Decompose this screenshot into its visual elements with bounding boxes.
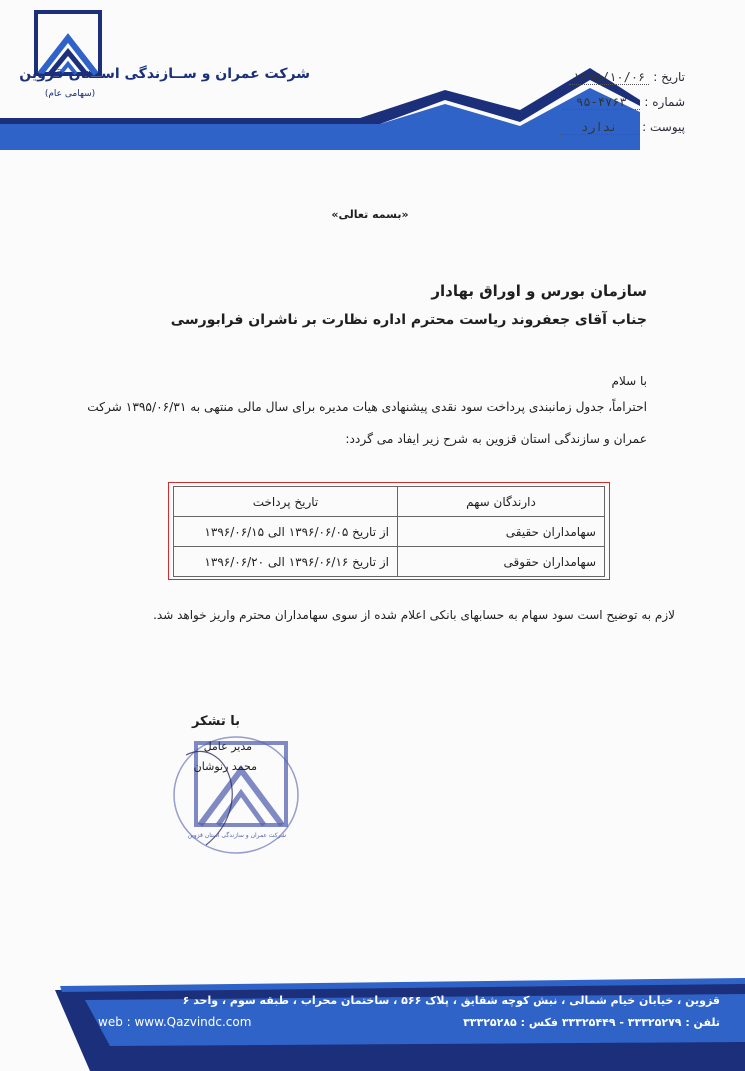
table-cell: سهامداران حقیقی bbox=[398, 517, 605, 547]
table-cell: سهامداران حقوقی bbox=[398, 547, 605, 577]
attachment-value: ندارد bbox=[560, 120, 638, 135]
attachment-row bbox=[485, 120, 685, 135]
number-label: شماره : bbox=[644, 95, 685, 109]
date-row bbox=[485, 70, 685, 85]
table-row bbox=[174, 517, 605, 547]
table-row bbox=[174, 547, 605, 577]
greeting: با سلام bbox=[611, 374, 647, 388]
closing-text: با تشکر bbox=[191, 714, 240, 729]
signer-title: مدیر عامل bbox=[203, 740, 252, 753]
recipient-organization: سازمان بورس و اوراق بهادار bbox=[431, 282, 647, 300]
table-header-holders: دارندگان سهم bbox=[398, 487, 605, 517]
attachment-label: پیوست : bbox=[642, 120, 685, 134]
footnote: لازم به توضیح است سود سهام به حسابهای بانکی اعلام شده از سوی سهامداران محترم واریز خواهد شد. bbox=[153, 608, 675, 622]
signer-name: محمد رنوشان bbox=[193, 760, 257, 773]
table-cell: از تاریخ ۱۳۹۶/۰۶/۱۶ الی ۱۳۹۶/۰۶/۲۰ bbox=[174, 547, 398, 577]
recipient-person: جناب آقای جعفروند ریاست محترم اداره نظارت بر ناشران فرابورسی bbox=[170, 312, 647, 328]
body-paragraph-line-1: احتراماً، جدول زمانبندی پرداخت سود نقدی پیشنهادی هیات مدیره برای سال مالی منتهی به ۱۳۹۵/۰۶/۳۱ شرکت bbox=[87, 400, 647, 414]
company-name: شرکت عمران و ســازندگی اســتان قزوین bbox=[19, 66, 310, 82]
table-cell: از تاریخ ۱۳۹۶/۰۶/۰۵ الی ۱۳۹۶/۰۶/۱۵ bbox=[174, 517, 398, 547]
footer-phone-fax: تلفن : ۳۳۳۲۵۲۷۹ - ۳۳۳۲۵۴۴۹ فکس : ۳۳۳۲۵۲۸۵ bbox=[463, 1016, 720, 1029]
date-label: تاریخ : bbox=[653, 70, 685, 84]
basmala-heading: «بسمه تعالی» bbox=[331, 208, 409, 221]
stamp-text: شرکت عمران و سازندگی استان قزوین bbox=[187, 832, 286, 839]
date-value: ۱۳۹۵/۱۰/۰۶ bbox=[569, 70, 649, 85]
payment-schedule-table-frame bbox=[168, 482, 610, 580]
footer-address: قزوین ، خیابان خیام شمالی ، نبش کوچه شقایق ، پلاک ۵۶۶ ، ساختمان محراب ، طبقه سوم ، واحد ۶ bbox=[182, 994, 720, 1007]
body-paragraph-line-2: عمران و سازندگی استان قزوین به شرح زیر ایفاد می گردد: bbox=[345, 432, 647, 446]
number-row bbox=[485, 95, 685, 110]
company-type: (سهامی عام) bbox=[44, 89, 96, 99]
footer-website[interactable]: web : www.Qazvindc.com bbox=[98, 1015, 252, 1029]
table-header-payment-date: تاریخ پرداخت bbox=[174, 487, 398, 517]
number-value: ۹۵-۴۷۶۳ bbox=[562, 95, 640, 110]
table-header-row bbox=[174, 487, 605, 517]
payment-schedule-table bbox=[173, 486, 605, 577]
